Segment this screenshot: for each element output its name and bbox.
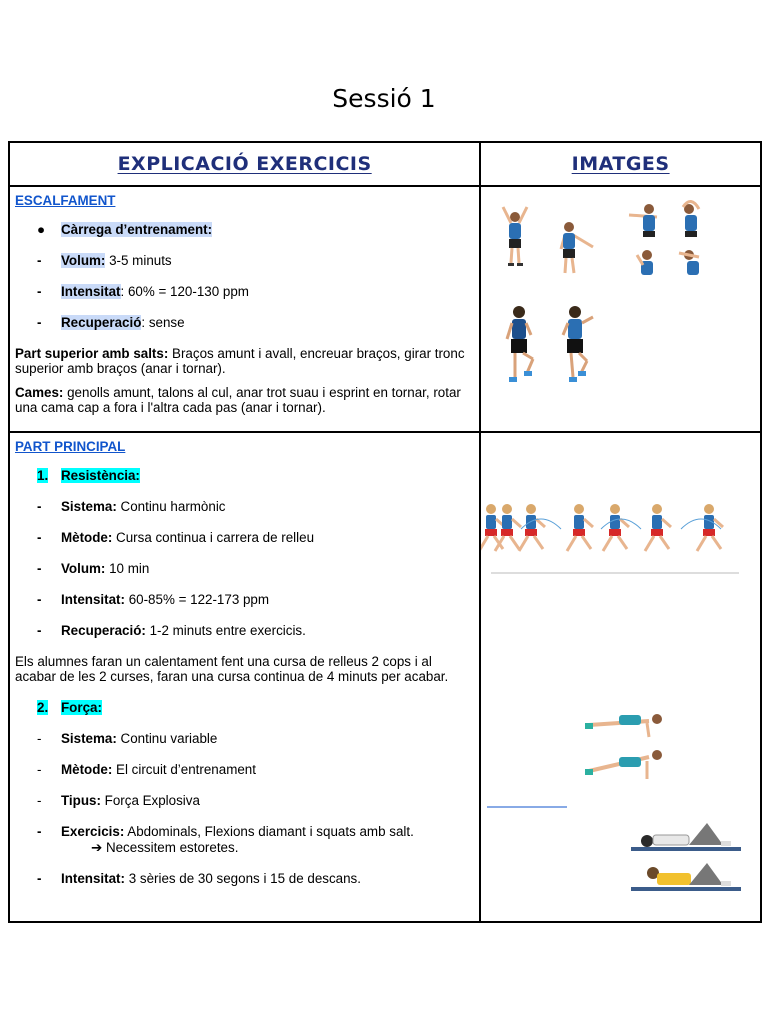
main-section-link[interactable]: PART PRINCIPAL: [15, 439, 126, 454]
load-item: [15, 222, 474, 237]
pushup-figure: [585, 750, 662, 779]
warmup-images-cell: [480, 186, 761, 432]
list-item: - Sistema: Continu variable: [37, 731, 218, 746]
list-item: - Tipus: Força Explosiva: [37, 793, 200, 808]
paragraph: Cames: genolls amunt, talons al cul, anar trot suau i esprint en tornar, rotar una cama cap a fora i l'altra cada pas (anar i tornar).: [15, 385, 461, 415]
warmup-row: [9, 186, 761, 432]
list-item: - Recuperació: 1-2 minuts entre exercicis.: [37, 623, 306, 638]
list-item: - Intensitat: 60-85% = 122-173 ppm: [37, 592, 270, 607]
exercise-figure: [637, 250, 653, 275]
exercise-figure: [679, 250, 699, 275]
page-title: Sessió 1: [332, 84, 436, 113]
sub-item: ➔ Necessitem estoretes.: [91, 840, 239, 855]
session-table: [8, 141, 762, 923]
table-header-row: [9, 142, 761, 186]
relay-race-image: [481, 499, 739, 585]
list-item: - Mètode: El circuit d’entrenament: [37, 762, 256, 777]
exercise-figure: [507, 306, 533, 382]
list-item: - Mètode: Cursa continua i carrera de relleu: [37, 530, 315, 545]
header-explanation: EXPLICACIÓ EXERCICIS: [9, 142, 480, 186]
exercise-figure: [683, 201, 699, 237]
list-item: - Volum: 10 min: [37, 561, 150, 576]
main-images-cell: [480, 432, 761, 922]
main-figures-image: [481, 433, 759, 921]
bullet-icon: ●: [37, 222, 46, 237]
warmup-figures-image: [481, 187, 759, 431]
strength-heading: 2. Força:: [37, 700, 102, 715]
exercise-figure: [561, 222, 593, 273]
list-item: - Intensitat: 60% = 120-130 ppm: [37, 284, 249, 299]
exercise-figure: [629, 204, 657, 237]
crunch-figure: [631, 823, 741, 851]
exercise-figure: [503, 207, 527, 266]
crunch-figure: [631, 863, 741, 891]
paragraph: Els alumnes faran un calentament fent una cursa de relleus 2 cops i al acabar de les 2 curses, faran una cursa continua de 4 minuts per acabar.: [15, 654, 449, 684]
exercise-figure: [563, 306, 593, 382]
resistance-heading: 1. Resistència:: [37, 468, 140, 483]
main-text-cell: [9, 432, 480, 922]
load-label: Càrrega d’entrenament:: [61, 222, 213, 237]
list-item: - Exercicis: Abdominals, Flexions diamant i squats amb salt. ➔ Necessitem estoretes.: [15, 824, 474, 855]
list-item: - Volum: 3-5 minuts: [37, 253, 172, 268]
paragraph: Part superior amb salts: Braços amunt i avall, encreuar braços, girar tronc superior amb braços (anar i tornar).: [15, 346, 465, 376]
warmup-text-cell: [9, 186, 480, 432]
header-images: IMATGES: [480, 142, 761, 186]
warmup-section-link[interactable]: ESCALFAMENT: [15, 193, 116, 208]
list-item: - Recuperació: sense: [37, 315, 185, 330]
list-item: - Sistema: Continu harmònic: [37, 499, 226, 514]
list-item: - Intensitat: 3 sèries de 30 segons i 15 de descans.: [37, 871, 361, 886]
pushup-figure: [585, 714, 662, 737]
main-row: [9, 432, 761, 922]
